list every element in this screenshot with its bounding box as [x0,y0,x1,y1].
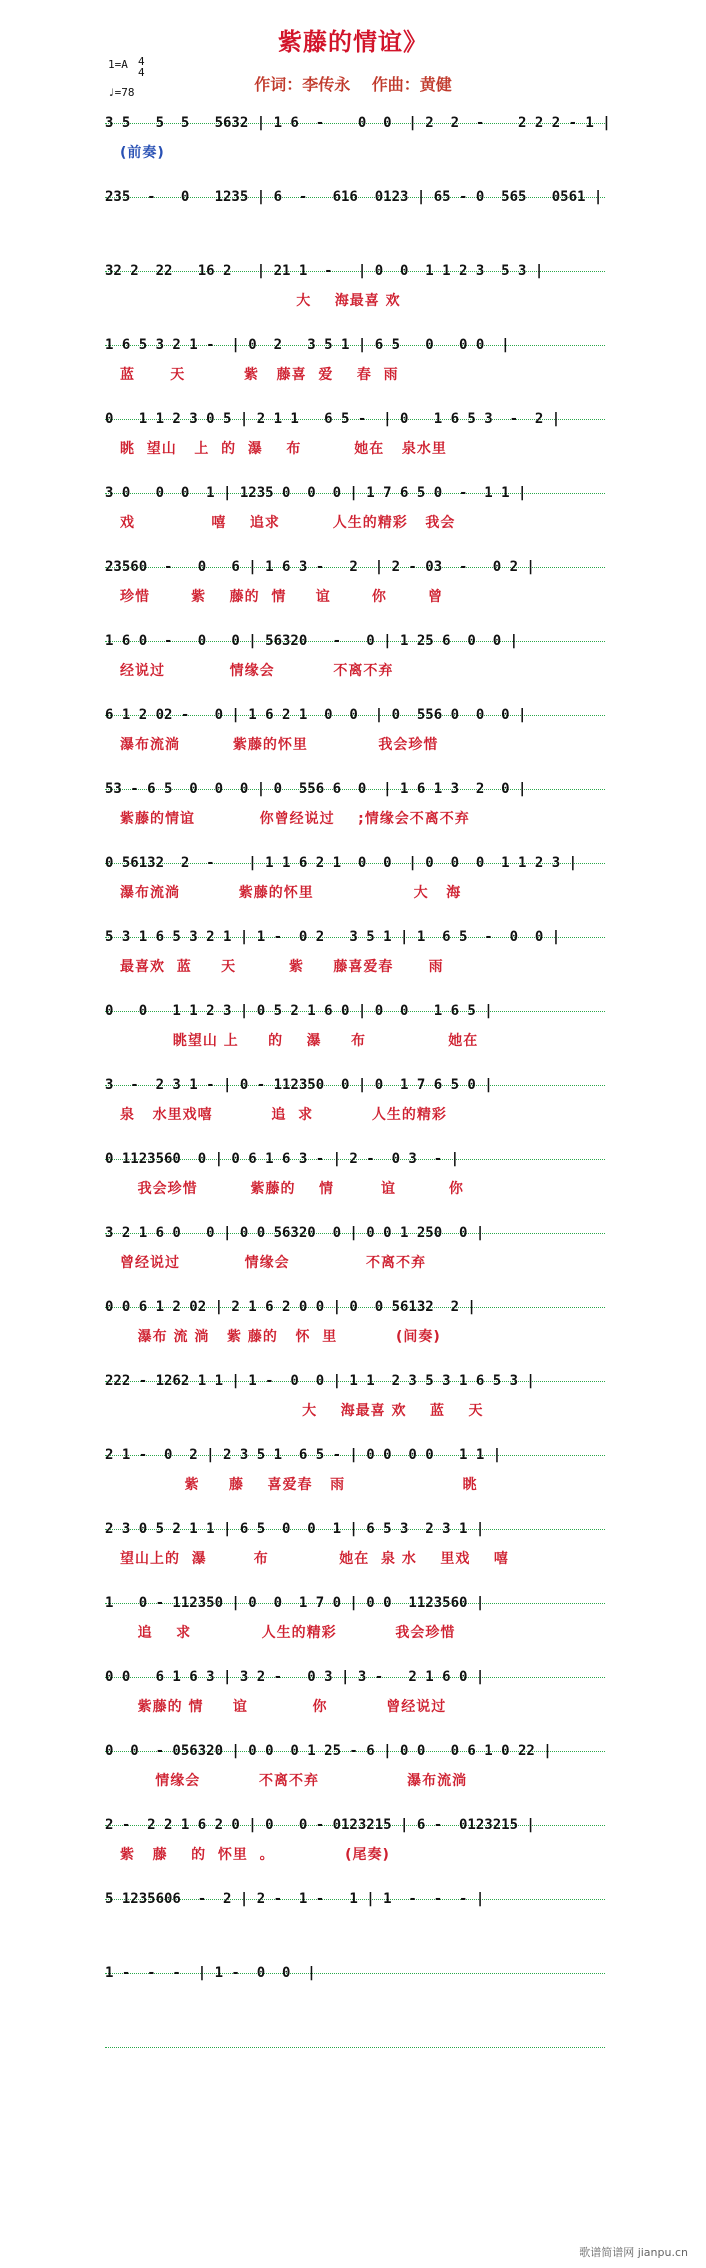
lyric-line: 望山上的 瀑 布 她在 泉 水 里戏 嘻 [120,1551,509,1567]
lyric-line: 我会珍惜 紫藤的 情 谊 你 [120,1181,464,1197]
notation: 0 1 1 2 3 0 5 | 2 1 1 6 5 - | 0 1 6 5 3 - 2 | [105,411,561,427]
notation: 2 - 2 2 1 6 2 0 | 0 0 - 0123215 | 6 - 0123215 | [105,1817,535,1833]
notation: 2 3 0 5 2 1 1 | 6 5 0 0 1 | 6 5 3 2 3 1 | [105,1521,485,1537]
score-line [105,926,605,948]
time-signature: 4 4 [138,55,145,79]
score-line [105,704,605,726]
score-line [105,556,605,578]
score-line [105,1814,605,1836]
lyric-line: 蓝 天 紫 藤喜 爱 春 雨 [120,367,399,383]
notation: 0 56132 2 - | 1 1 6 2 1 0 0 | 0 0 0 1 1 2 3 | [105,855,578,871]
notation: 0 0 6 1 2 02 | 2 1 6 2 0 0 | 0 0 56132 2 | [105,1299,476,1315]
lyric-line: 瀑布 流 淌 紫 藤的 怀 里 (间奏) [120,1329,441,1345]
notation: 5 1235606 - 2 | 2 - 1 - 1 | 1 - - - | [105,1891,485,1907]
score-line [105,1148,605,1170]
score-line [105,852,605,874]
notation: 0 0 1 1 2 3 | 0 5 2 1 6 0 | 0 0 1 6 5 | [105,1003,493,1019]
lyric-line: 眺 望山 上 的 瀑 布 她在 泉水里 [120,441,447,457]
notation: 5 3 1 6 5 3 2 1 | 1 - 0 2 3 5 1 | 1 6 5 - 0 0 | [105,929,561,945]
notation: 235 - 0 1235 | 6 - 616 0123 | 65 - 0 565 0561 | [105,189,603,205]
notation: 0 1123560 0 | 0 6 1 6 3 - | 2 - 0 3 - | [105,1151,460,1167]
lyric-line: 瀑布流淌 紫藤的怀里 我会珍惜 [120,737,439,753]
notation: 222 - 1262 1 1 | 1 - 0 0 | 1 1 2 3 5 3 1 6 5 3 | [105,1373,535,1389]
song-title: 紫藤的情谊》 [278,28,428,56]
score-line [105,1444,605,1466]
lyric-line: 紫 藤 的 怀里 。 (尾奏) [120,1847,390,1863]
composer: 作曲：黄健 [371,75,452,94]
score-line [105,630,605,652]
score-line [105,334,605,356]
notation: 1 6 5 3 2 1 - | 0 2 3 5 1 | 6 5 0 0 0 | [105,337,510,353]
notation: 3 0 0 0 1 | 1235 0 0 0 | 1 7 6 5 0 - 1 1 | [105,485,527,501]
score-line [105,1740,605,1762]
score-line [105,260,605,282]
empty-staff [105,2036,605,2058]
lyric-line: 大 海最喜 欢 蓝 天 [120,1403,484,1419]
lyric-line: 大 海最喜 欢 [120,293,401,309]
notation: 3 - 2 3 1 - | 0 - 112350 0 | 0 1 7 6 5 0 | [105,1077,493,1093]
notation: 2 1 - 0 2 | 2 3 5 1 6 5 - | 0 0 0 0 1 1 | [105,1447,502,1463]
score-line [105,408,605,430]
score-line [105,1888,605,1910]
score-line [105,1370,605,1392]
score-line [105,482,605,504]
lyric-line: 瀑布流淌 紫藤的怀里 大 海 [120,885,462,901]
notation: 0 0 6 1 6 3 | 3 2 - 0 3 | 3 - 2 1 6 0 | [105,1669,485,1685]
lyric-line: 追 求 人生的精彩 我会珍惜 [120,1625,456,1641]
score-line [105,1592,605,1614]
score-line [105,1222,605,1244]
lyric-line: 泉 水里戏嘻 追 求 人生的精彩 [120,1107,447,1123]
lyric-line: 眺望山 上 的 瀑 布 她在 [120,1033,479,1049]
lyric-line: 最喜欢 蓝 天 紫 藤喜爱春 雨 [120,959,444,975]
score-line [105,1000,605,1022]
notation: 23560 - 0 6 | 1 6 3 - 2 | 2 - 03 - 0 2 | [105,559,535,575]
notation: 1 - - - | 1 - 0 0 | [105,1965,316,1981]
score-line [105,1518,605,1540]
key-signature: 1=A 4 4 [108,55,145,79]
lyricist: 作词：李传永 [254,75,351,94]
notation: 1 0 - 112350 | 0 0 1 7 0 | 0 0 1123560 | [105,1595,485,1611]
lyric-line: (前奏) [120,145,165,161]
score-line [105,778,605,800]
score-line [105,1962,605,1984]
notation: 1 6 0 - 0 0 | 56320 - 0 | 1 25 6 0 0 | [105,633,519,649]
notation: 3 2 1 6 0 0 | 0 0 56320 0 | 0 0 1 250 0 | [105,1225,485,1241]
score-line [105,1666,605,1688]
notation: 0 0 - 056320 | 0 0 0 1 25 - 6 | 0 0 0 6 1 0 22 | [105,1743,552,1759]
lyric-line: 情缘会 不离不弃 瀑布流淌 [120,1773,468,1789]
score-line [105,1296,605,1318]
notation: 3 5 5 5 5632 | 1 6 - 0 0 | 2 2 - 2 2 2 - 1 | [105,115,611,131]
lyric-line: 经说过 情缘会 不离不弃 [120,663,394,679]
lyric-line: 紫 藤 喜爱春 雨 眺 [120,1477,478,1493]
watermark: 歌谱简谱网 jianpu.cn [579,2246,688,2259]
lyric-line: 珍惜 紫 藤的 情 谊 你 曾 [120,589,443,605]
tempo-marking: ♩=78 [108,86,135,99]
lyric-line: 戏 嘻 追求 人生的精彩 我会 [120,515,456,531]
lyric-line: 紫藤的情谊 你曾经说过 ;情缘会不离不弃 [120,811,470,827]
score-line [105,186,605,208]
lyric-line: 曾经说过 情缘会 不离不弃 [120,1255,426,1271]
notation: 32 2 22 16 2 | 21 1 - | 0 0 1 1 2 3 5 3 | [105,263,544,279]
lyric-line: 紫藤的 情 谊 你 曾经说过 [120,1699,447,1715]
credits [0,72,706,95]
notation: 53 - 6 5 0 0 0 | 0 556 6 0 | 1 6 1 3 2 0 | [105,781,527,797]
notation: 6 1 2 02 - 0 | 1 6 2 1 0 0 | 0 556 0 0 0 | [105,707,527,723]
score-line [105,1074,605,1096]
score-line [105,112,611,134]
staff-guide [105,2047,605,2048]
